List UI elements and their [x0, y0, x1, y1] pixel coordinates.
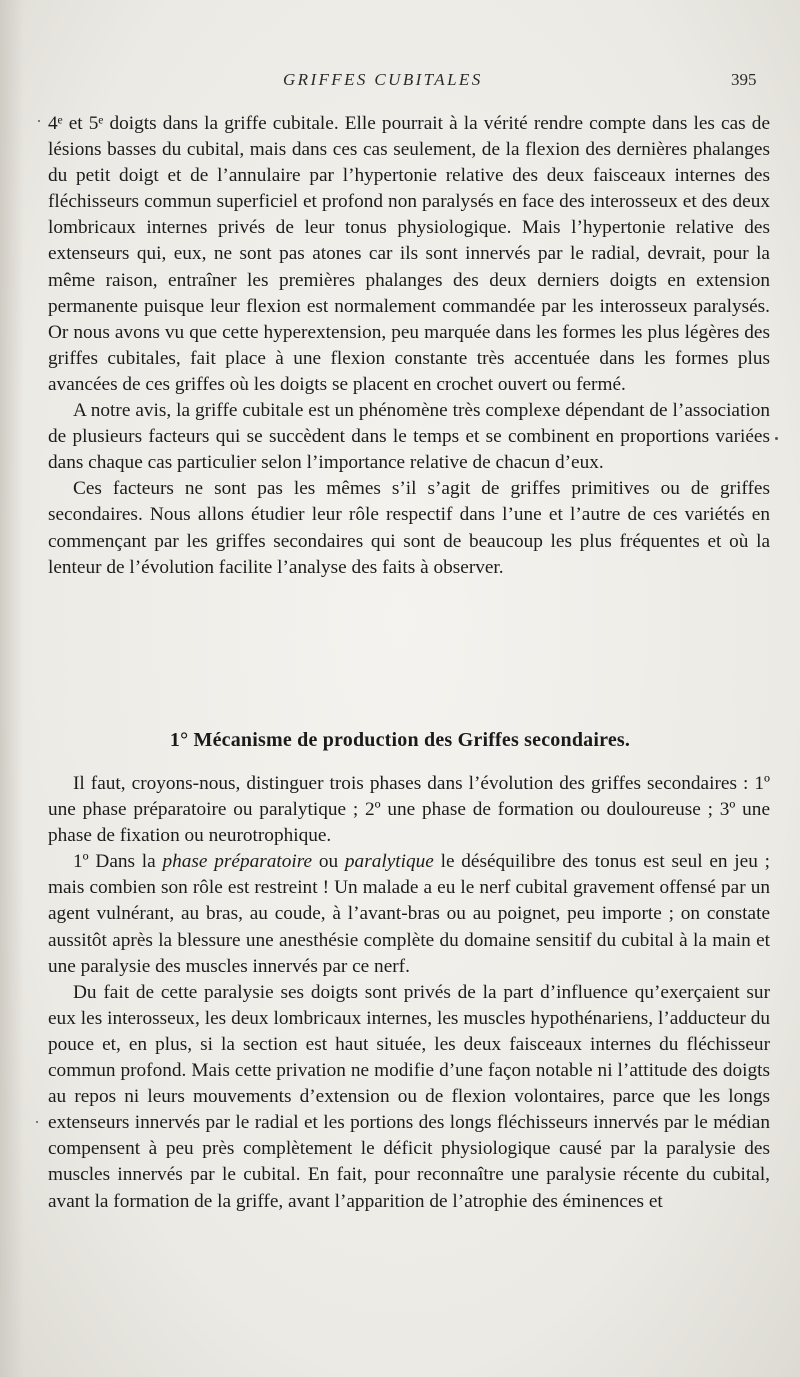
paragraph-5 — [48, 849, 770, 979]
paper-speck — [38, 120, 40, 122]
running-title: GRIFFES CUBITALES — [283, 70, 483, 89]
paper-speck — [775, 437, 778, 440]
body-text-before-heading — [48, 111, 770, 581]
paragraph-5-lead: 1º Dans la — [73, 851, 163, 873]
page-number: 395 — [731, 70, 757, 89]
page-header — [0, 70, 800, 96]
paragraph-1: 4ᵉ et 5ᵉ doigts dans la griffe cubitale. Elle pourrait à la vérité rendre compte dans les cas de lésions basses du cubital, mais dans ces cas seulement, de la flexion des dernières phalanges du petit doigt et de l’annulaire par l’hypertonie relative des deux faisceaux internes des fléchisseurs commun superficiel et profond non paralysés en face des interosseux et des deux lombricaux internes privés de leur tonus physiologique. Mais l’hypertonie relative des extenseurs qui, eux, ne sont pas atones car ils sont innervés par le radial, devrait, pour la même raison, entraîner les premières phalanges des deux derniers doigts en extension permanente puisque leur flexion est normalement commandée par les interosseux paralysés. Or nous avons vu que cette hyperextension, peu marquée dans les formes les plus légères des griffes cubitales, fait place à une flexion constante très accentuée dans les formes plus avancées de ces griffes où les doigts se placent en crochet ouvert ou fermé. — [48, 113, 770, 395]
paragraph-4: Il faut, croyons-nous, distinguer trois phases dans l’évolution des griffes secondaires : 1º une phase préparatoire ou paralytique ; 2º une phase de formation ou douloureuse ; 3º une phase de fixation ou neurotrophique. — [48, 773, 770, 847]
paragraph-5-tail: le déséquilibre des tonus est seul en jeu ; mais combien son rôle est restreint ! Un malade a eu le nerf cubital gravement offensé par un agent vulnérant, au bras, au coude, à l’avant-bras ou au poignet, peu importe ; on constate aussitôt après la blessure une anesthésie complète du domaine sensitif du cubital à la main et une paralysie des muscles innervés par ce nerf. — [48, 851, 770, 977]
paragraph-5-mid: ou — [312, 851, 345, 873]
paralytique-term: paralytique — [344, 851, 434, 873]
phase-preparatoire-term: phase préparatoire — [162, 851, 313, 873]
paragraph-2: A notre avis, la griffe cubitale est un phénomène très complexe dépendant de l’association de plusieurs facteurs qui se succèdent dans le temps et se combinent en proportions variées dans chaque cas particulier selon l’importance relative de chacun d’eux. — [48, 400, 770, 474]
paragraph-6: Du fait de cette paralysie ses doigts sont privés de la part d’influence qu’exerçaient sur eux les interosseux, les deux lombricaux internes, les muscles hypothénariens, l’adducteur du pouce et, en plus, si la section est haut située, les deux faisceaux internes du fléchisseur commun profond. Mais cette privation ne modifie d’une façon notable ni l’attitude des doigts au repos ni leurs mouvements d’extension ou de flexion volontaires, parce que les longs extenseurs innervés par le radial et les portions des longs fléchisseurs innervés par le médian compensent à peu près complètement le déficit physiologique causé par la paralysie des muscles innervés par le cubital. En fait, pour reconnaître une paralysie récente du cubital, avant la formation de la griffe, avant l’apparition de l’atrophie des éminences et — [48, 981, 770, 1212]
paragraph-3: Ces facteurs ne sont pas les mêmes s’il s’agit de griffes primitives ou de griffes secondaires. Nous allons étudier leur rôle respectif dans l’une et l’autre de ces variétés en commençant par les griffes secondaires qui sont de beaucoup les plus fréquentes et où la lenteur de l’évolution facilite l’analyse des faits à observer. — [48, 478, 770, 578]
page-edge-shadow — [0, 0, 24, 1377]
body-text-after-heading — [48, 771, 770, 1215]
paper-speck — [36, 1121, 38, 1123]
section-heading: 1° Mécanisme de production des Griffes secondaires. — [169, 729, 631, 751]
